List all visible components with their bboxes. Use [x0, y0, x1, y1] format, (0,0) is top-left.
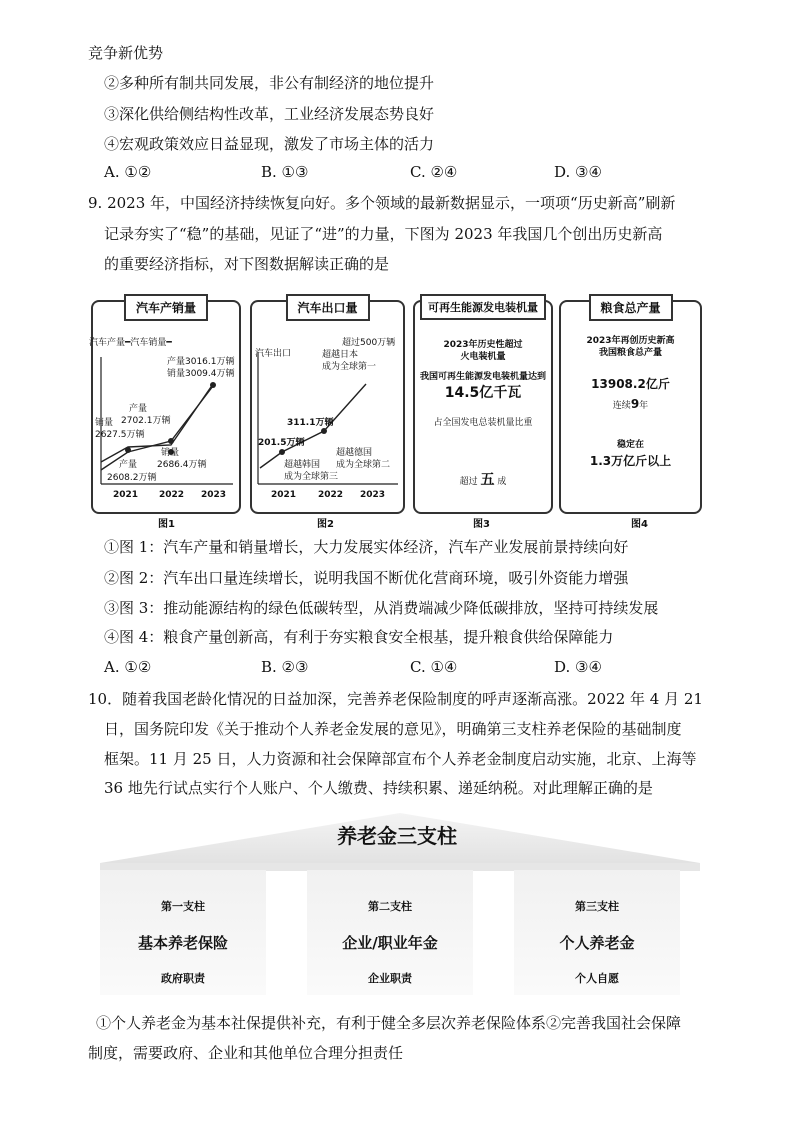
label-sale-2021: 销量 — [95, 418, 114, 428]
label-sale-2023: 销量3009.4万辆 — [167, 369, 235, 379]
question-9-line-3: 的重要经济指标，对下图数据解读正确的是 — [104, 255, 390, 273]
pillar-3 — [514, 870, 680, 995]
years-value: 9 — [630, 397, 640, 411]
figure-2-panel — [250, 300, 405, 514]
label-prod-2023: 产量3016.1万辆 — [167, 357, 235, 367]
pillar-name: 第三支柱 — [575, 900, 619, 913]
ratio-value: 五 — [480, 472, 495, 488]
figure-3-value: 14.5亿千瓦 — [444, 385, 522, 401]
figure-3-panel — [413, 300, 553, 514]
figure-4-stable-value: 1.3万亿斤以上 — [589, 454, 672, 468]
pillar-type: 企业/职业年金 — [342, 934, 438, 952]
x-tick: 2022 — [318, 490, 344, 500]
figure-4-text: 我国粮食总产量 — [598, 348, 662, 358]
pillar-resp: 政府职责 — [161, 972, 205, 985]
figure-1-legend: 汽车产量━汽车销量━ — [89, 338, 172, 348]
value-2022: 311.1万辆 — [287, 418, 334, 428]
option-c: C. ①④ — [410, 658, 458, 676]
label-prod-2021: 产量 — [119, 460, 138, 470]
note-2022: 超越德国 — [336, 448, 373, 458]
question-10-line-3: 框架。11 月 25 日，人力资源和社会保障部宣布个人养老金制度启动实施，北京、上海等 — [104, 750, 697, 768]
x-tick: 2021 — [271, 490, 297, 500]
figure-3-text: 2023年历史性超过 — [443, 340, 523, 350]
figure-4-years — [561, 396, 700, 413]
figure-4-panel — [559, 300, 702, 514]
ratio-prefix: 超过 — [459, 477, 478, 487]
pension-title: 养老金三支柱 — [337, 824, 457, 848]
statement-2: ②多种所有制共同发展，非公有制经济的地位提升 — [104, 74, 435, 92]
y-axis-label: 汽车出口 — [255, 349, 292, 359]
point-2023 — [210, 382, 216, 388]
question-9-line-2: 记录夯实了“稳”的基础，见证了“进”的力量，下图为 2023 年我国几个创出历史新高 — [104, 225, 663, 243]
figure-3-ratio — [415, 472, 551, 489]
ratio-suffix: 成 — [497, 477, 507, 487]
option-d: D. ③④ — [554, 658, 602, 676]
value-2021: 201.5万辆 — [258, 438, 305, 448]
question-10-line-4: 36 地先行试点实行个人账户、个人缴费、持续积累、递延纳税。对此理解正确的是 — [104, 779, 653, 797]
pillar-1 — [100, 870, 266, 995]
point-2021 — [125, 447, 131, 453]
question-9-line-1: 9. 2023 年，中国经济持续恢复向好。多个领域的最新数据显示，一项项“历史新高”刷新 — [88, 194, 676, 212]
x-tick: 2021 — [113, 490, 139, 500]
pillar-type: 基本养老保险 — [137, 934, 228, 952]
option-a: A. ①② — [104, 163, 152, 181]
figure-1-caption: 图1 — [158, 519, 175, 530]
figure-3-text: 火电装机量 — [460, 352, 506, 362]
option-a: A. ①② — [104, 658, 152, 676]
q9-statement-3: ③图 3：推动能源结构的绿色低碳转型，从消费端减少降低碳排放，坚持可持续发展 — [104, 599, 659, 617]
label-prod-2022: 产量 — [129, 404, 148, 414]
figure-2-title: 汽车出口量 — [285, 294, 369, 321]
figure-1-panel — [91, 300, 241, 514]
statement-4: ④宏观政策效应日益显现，激发了市场主体的活力 — [104, 135, 435, 153]
x-tick: 2023 — [201, 490, 227, 500]
text-line: 竞争新优势 — [88, 44, 164, 62]
x-tick: 2023 — [360, 490, 386, 500]
figure-3-text: 我国可再生能源发电装机量达到 — [419, 372, 546, 382]
figure-4-value: 13908.2亿斤 — [591, 377, 670, 391]
label-prod-2021-value: 2608.2万辆 — [107, 473, 157, 483]
label-sale-2021-value: 2627.5万辆 — [95, 430, 145, 440]
note-2023: 超越日本 — [322, 350, 359, 360]
pillar-type: 个人养老金 — [559, 934, 635, 952]
figure-3-title: 可再生能源发电装机量 — [420, 294, 546, 320]
pillar-resp: 企业职责 — [368, 972, 412, 985]
question-10-line-2: 日，国务院印发《关于推动个人养老金发展的意见》，明确第三支柱养老保险的基础制度 — [104, 720, 682, 738]
q9-statement-4: ④图 4：粮食产量创新高，有利于夯实粮食安全根基，提升粮食供给保障能力 — [104, 628, 614, 646]
figure-4-title: 粮食总产量 — [588, 294, 672, 321]
note-2022: 成为全球第二 — [336, 460, 391, 470]
years-suffix: 年 — [639, 401, 649, 411]
pillar-2 — [307, 870, 473, 995]
option-b: B. ①③ — [261, 163, 309, 181]
q9-statement-2: ②图 2：汽车出口量连续增长，说明我国不断优化营商环境，吸引外资能力增强 — [104, 569, 629, 587]
label-sale-2022-value: 2686.4万辆 — [157, 460, 207, 470]
label-prod-2022-value: 2702.1万辆 — [121, 416, 171, 426]
years-prefix: 连续 — [612, 401, 631, 411]
point-2021 — [279, 449, 285, 455]
figure-1-title: 汽车产销量 — [124, 294, 208, 321]
figure-4-caption: 图4 — [631, 519, 648, 530]
note-2023: 超过500万辆 — [342, 338, 396, 348]
note-2023: 成为全球第一 — [322, 362, 377, 372]
q10-statement-line-1: ①个人养老金为基本社保提供补充，有利于健全多层次养老保险体系②完善我国社会保障 — [96, 1014, 682, 1032]
point-2022b — [168, 438, 174, 444]
q9-statement-1: ①图 1：汽车产量和销量增长，大力发展实体经济，汽车产业发展前景持续向好 — [104, 538, 629, 556]
figure-3-caption: 图3 — [473, 519, 490, 530]
pillar-name: 第一支柱 — [161, 900, 205, 913]
pillar-name: 第二支柱 — [368, 900, 412, 913]
q10-statement-line-2: 制度，需要政府、企业和其他单位合理分担责任 — [88, 1044, 404, 1062]
x-tick: 2022 — [159, 490, 185, 500]
note-2021: 成为全球第三 — [284, 472, 339, 482]
sales-line — [101, 386, 213, 470]
figure-4-text: 2023年再创历史新高 — [586, 336, 675, 346]
figure-4-text: 稳定在 — [616, 440, 644, 450]
question-10-line-1: 10．随着我国老龄化情况的日益加深，完善养老保险制度的呼声逐渐高涨。2022 年 4 月 21 — [88, 690, 703, 708]
pillar-resp: 个人自愿 — [575, 972, 619, 985]
statement-3: ③深化供给侧结构性改革，工业经济发展态势良好 — [104, 105, 435, 123]
option-c: C. ②④ — [410, 163, 458, 181]
figure-2-caption: 图2 — [317, 519, 334, 530]
label-sale-2022: 销量 — [161, 448, 180, 458]
option-b: B. ②③ — [261, 658, 309, 676]
figure-3-text: 占全国发电总装机量比重 — [433, 418, 533, 428]
note-2021: 超越韩国 — [284, 460, 321, 470]
option-d: D. ③④ — [554, 163, 602, 181]
